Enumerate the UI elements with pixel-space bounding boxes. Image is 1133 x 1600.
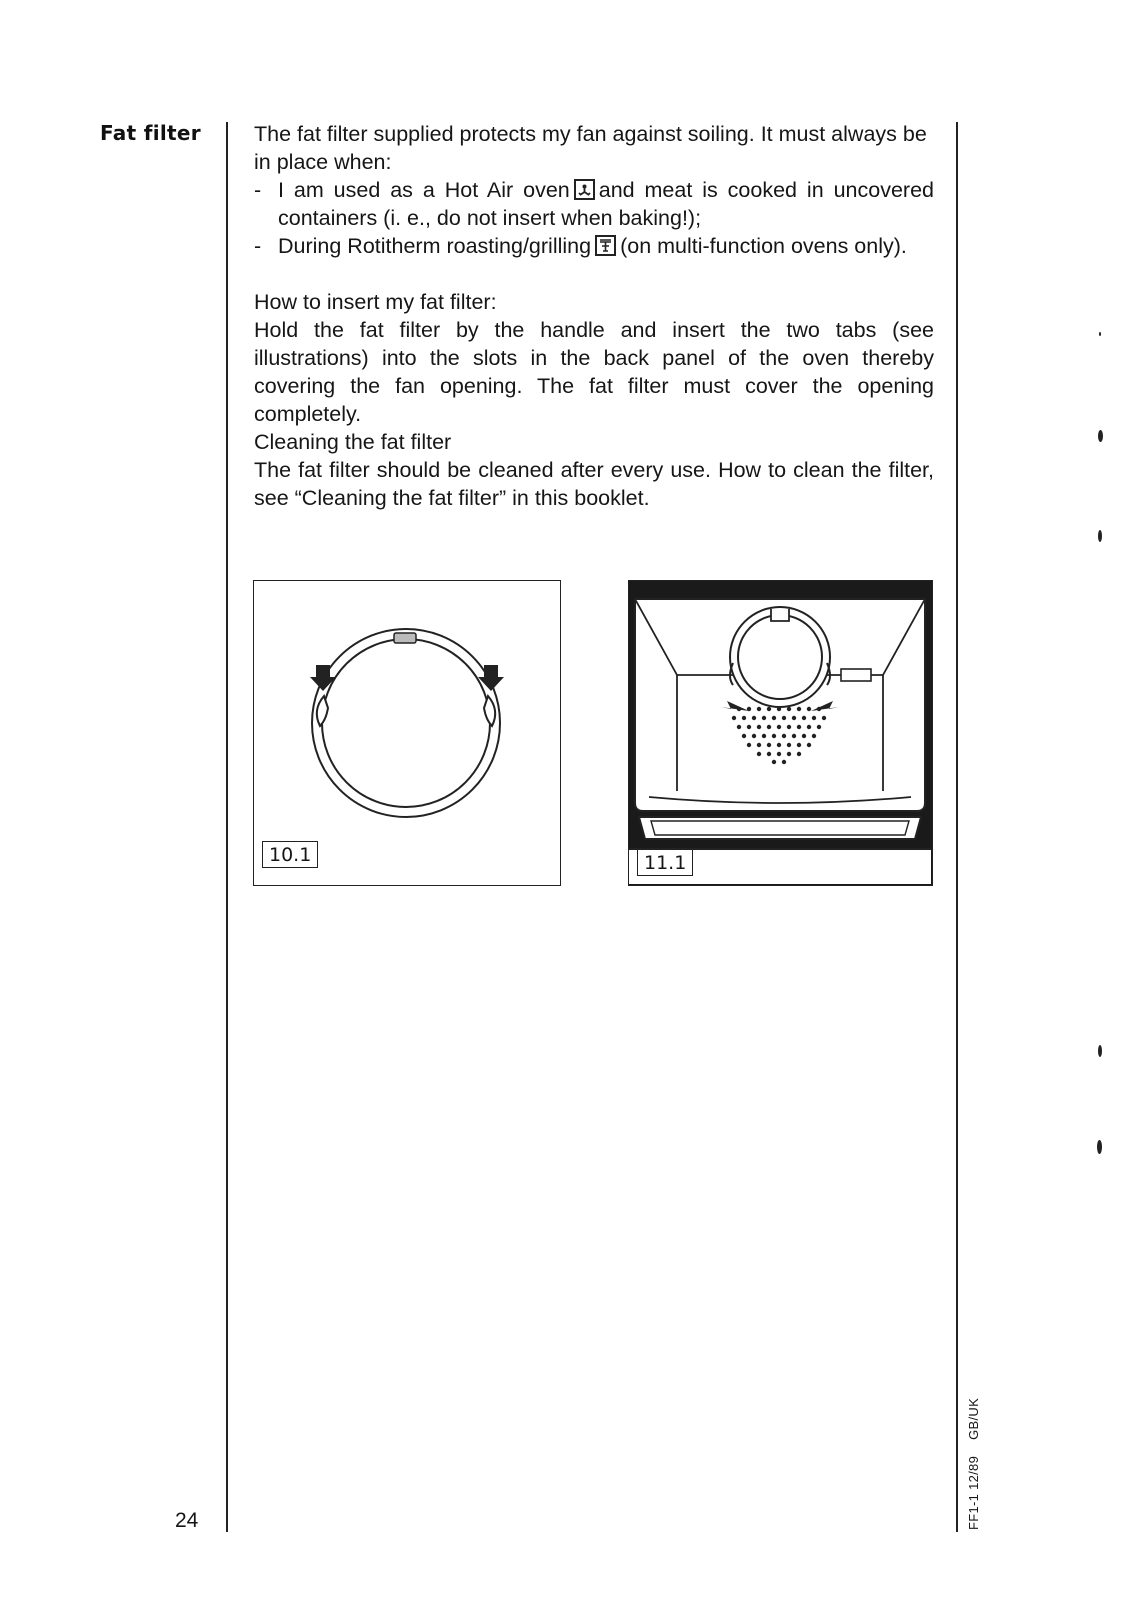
bullet-text-after: (on multi-function ovens only). — [620, 234, 907, 258]
bullet-dash: - — [254, 234, 262, 258]
figure-label: 10.1 — [262, 841, 318, 868]
bullet-text-after: and meat is cooked in uncovered containers (i. e., do not insert when baking!); — [278, 178, 934, 230]
intro-paragraph: The fat filter supplied protects my fan against soiling. It must always be in place when: — [254, 122, 927, 174]
right-column-rule — [956, 122, 958, 1532]
insert-heading: How to insert my fat filter: — [254, 290, 497, 314]
figure-label: 11.1 — [637, 849, 693, 876]
insert-paragraph: Hold the fat filter by the handle and insert the two tabs (see illustrations) into the slots in the back panel of the oven thereby covering the fan opening. The fat filter must cover the opening completely. — [254, 318, 934, 426]
oven-interior-illustration — [629, 581, 931, 884]
section-heading: Fat filter — [100, 121, 201, 145]
document-revision: FF1-1 12/89 — [966, 1455, 981, 1530]
bullet-hot-air — [254, 176, 934, 232]
scan-speck — [1099, 332, 1101, 336]
document-region: GB/UK — [966, 1397, 981, 1440]
scan-speck — [1097, 1140, 1102, 1154]
bullet-dash: - — [254, 178, 262, 202]
bullet-text-before: I am used as a Hot Air oven — [278, 178, 570, 202]
document-code — [966, 1398, 981, 1530]
rotitherm-icon — [595, 235, 616, 256]
main-text — [254, 120, 934, 512]
page-number: 24 — [175, 1509, 199, 1532]
scan-speck — [1098, 430, 1103, 442]
scan-speck — [1098, 1045, 1102, 1057]
left-column-rule — [226, 122, 228, 1532]
figure-fat-filter — [253, 580, 561, 886]
cleaning-paragraph: The fat filter should be cleaned after every use. How to clean the filter, see “Cleaning the fat filter” in this booklet. — [254, 458, 934, 510]
hot-air-icon — [574, 179, 595, 200]
bullet-rotitherm — [254, 232, 934, 260]
figure-oven-interior — [628, 580, 933, 886]
fat-filter-illustration — [254, 581, 559, 884]
bullet-text-before: During Rotitherm roasting/grilling — [278, 234, 592, 258]
scan-speck — [1098, 530, 1102, 542]
cleaning-heading: Cleaning the fat filter — [254, 430, 452, 454]
